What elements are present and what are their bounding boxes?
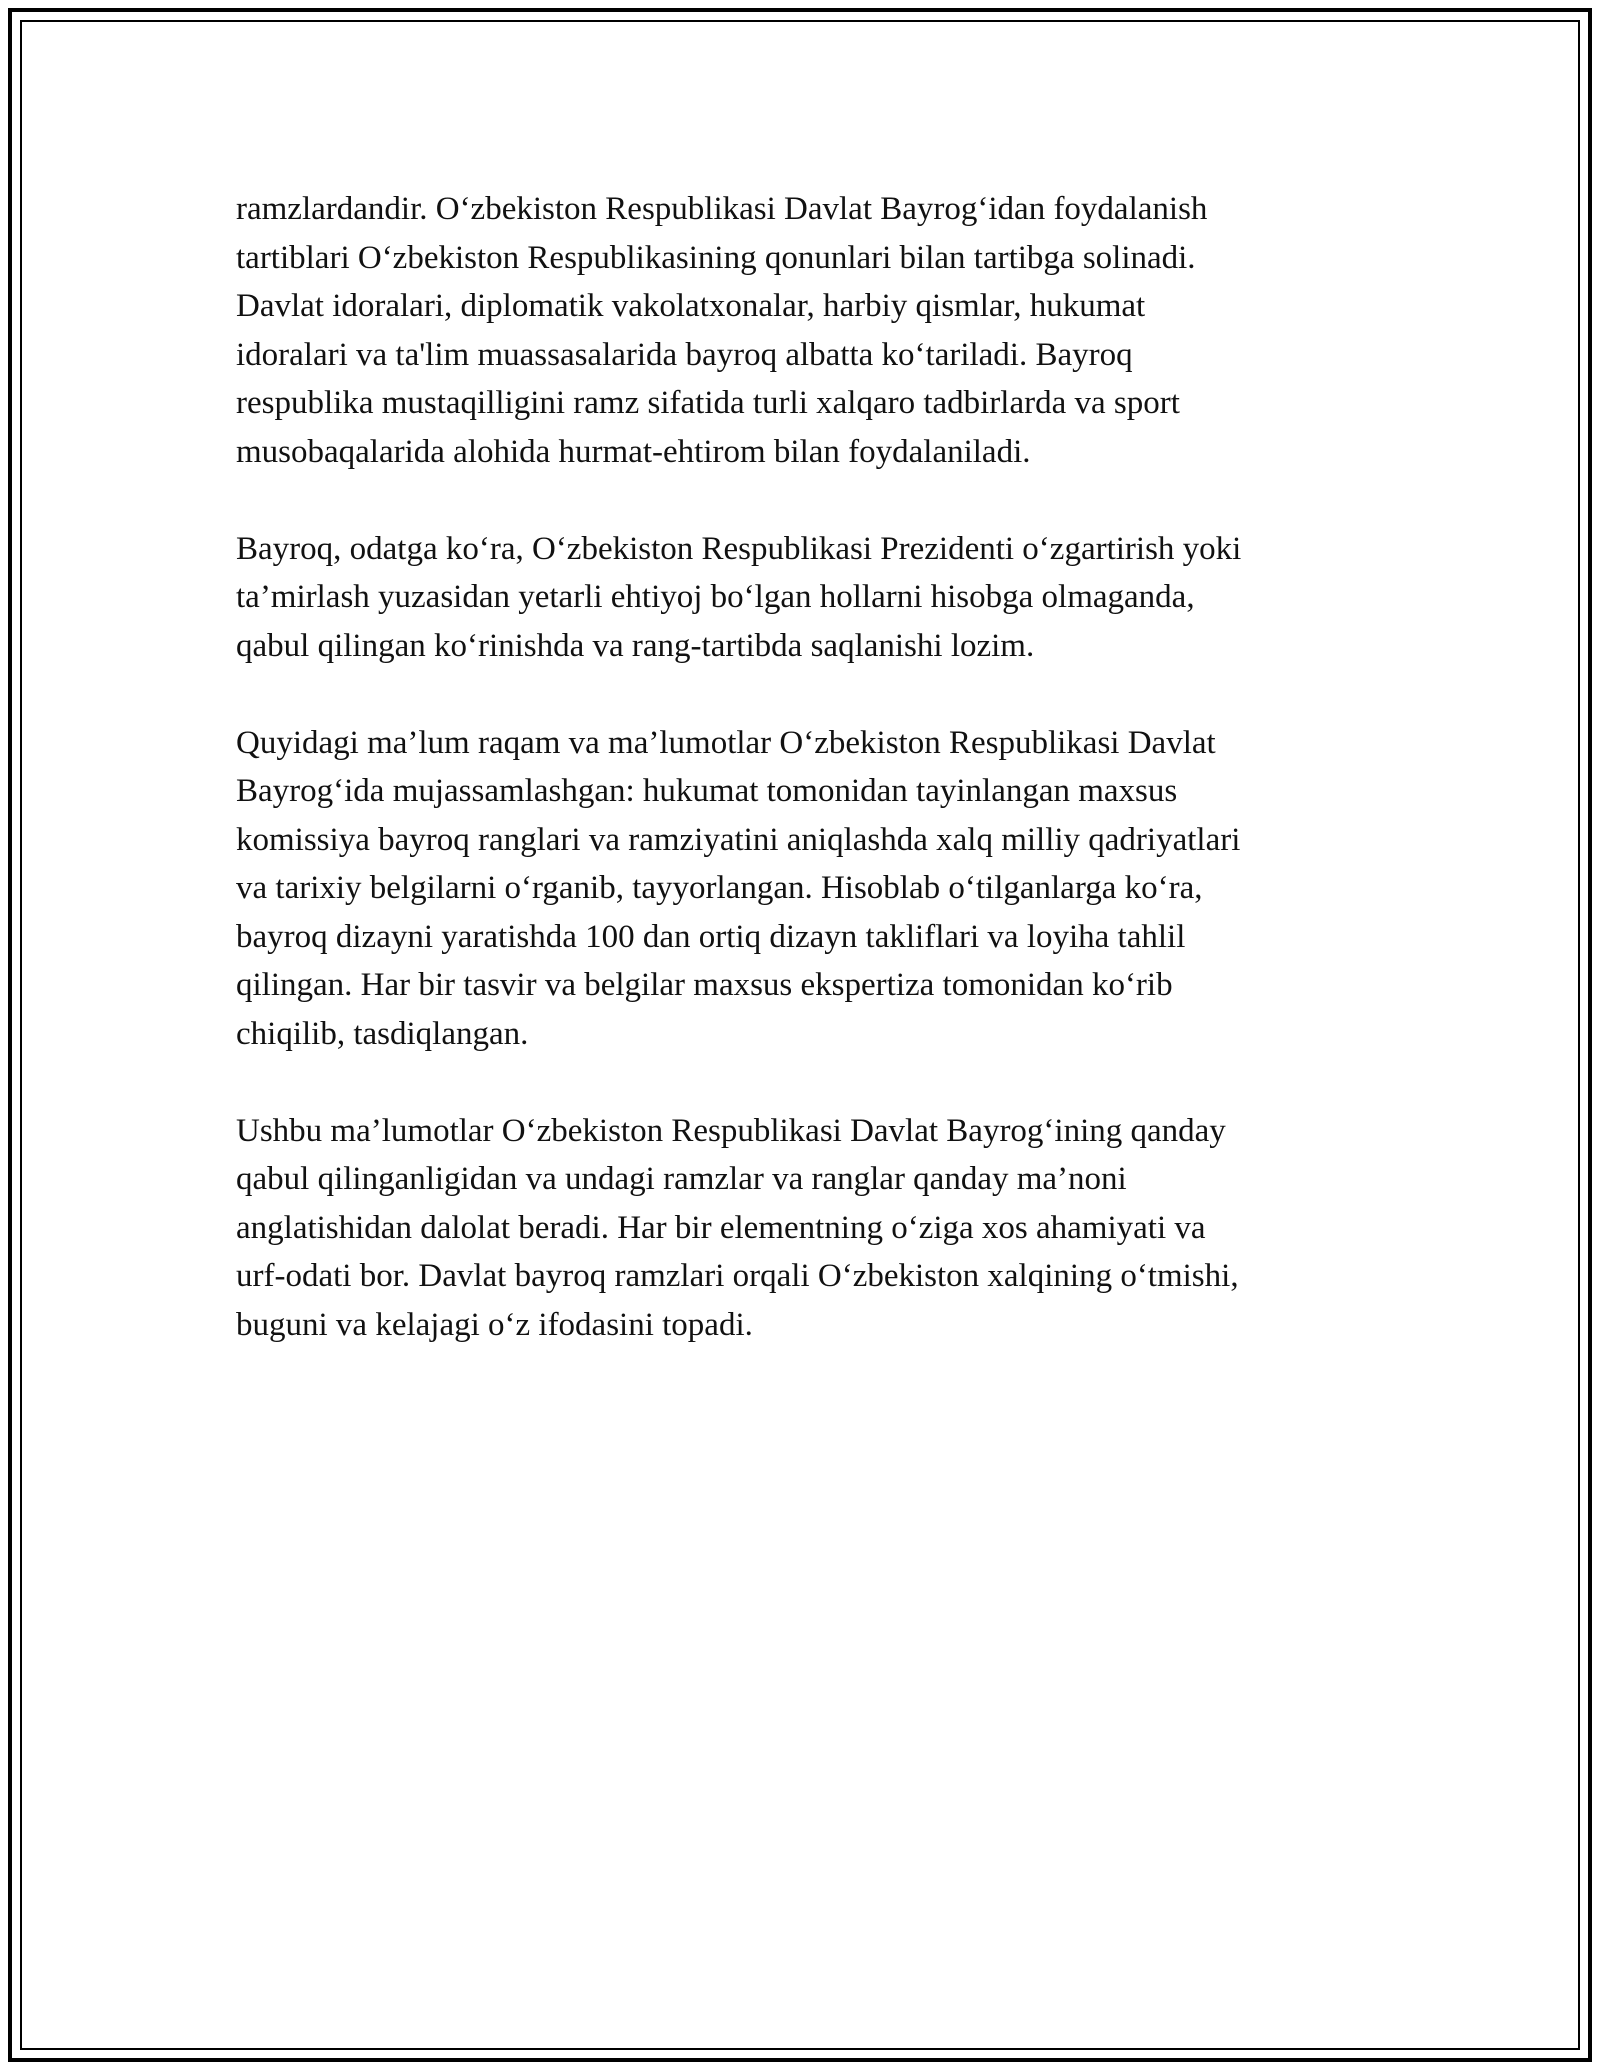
text-line: va tarixiy belgilarni o‘rganib, tayyorlangan. Hisoblab o‘tilganlarga ko‘ra, — [236, 870, 1203, 906]
paragraph-4 — [236, 1107, 1366, 1350]
text-line: buguni va kelajagi o‘z ifodasini topadi. — [236, 1306, 753, 1343]
text-line: Davlat idoralari, diplomatik vakolatxonalar, harbiy qismlar, hukumat — [236, 288, 1146, 324]
text-line: bayroq dizayni yaratishda 100 dan ortiq dizayn takliflari va loyiha tahlil — [236, 918, 1186, 955]
text-line: idoralari va ta'lim muassasalarida bayroq albatta ko‘tariladi. Bayroq — [236, 336, 1133, 373]
text-line: qilingan. Har bir tasvir va belgilar maxsus ekspertiza tomonidan ko‘rib — [236, 967, 1173, 1003]
text-line: chiqilib, tasdiqlangan. — [236, 1015, 529, 1052]
text-line: komissiya bayroq ranglari va ramziyatini aniqlashda xalq milliy qadriyatlari — [236, 821, 1241, 858]
text-line: anglatishidan dalolat beradi. Har bir elementning o‘ziga xos ahamiyati va — [236, 1209, 1206, 1246]
paragraph-1 — [236, 185, 1366, 476]
text-line: Quyidagi ma’lum raqam va ma’lumotlar O‘zbekiston Respublikasi Davlat — [236, 724, 1216, 761]
text-line: ta’mirlash yuzasidan yetarli ehtiyoj bo‘lgan hollarni hisobga olmaganda, — [236, 579, 1195, 615]
text-line: tartiblari O‘zbekiston Respublikasining qonunlari bilan tartibga solinadi. — [236, 239, 1196, 276]
text-line: respublika mustaqilligini ramz sifatida turli xalqaro tadbirlarda va sport — [236, 385, 1180, 421]
text-line: qabul qilingan ko‘rinishda va rang-tartibda saqlanishi lozim. — [236, 627, 1035, 664]
text-line: urf-odati bor. Davlat bayroq ramzlari orqali O‘zbekiston xalqining o‘tmishi, — [236, 1258, 1239, 1294]
text-line: Bayrog‘ida mujassamlashgan: hukumat tomonidan tayinlangan maxsus — [236, 773, 1178, 809]
text-line: qabul qilinganligidan va undagi ramzlar va ranglar qanday ma’noni — [236, 1161, 1127, 1197]
text-line: Bayroq, odatga ko‘ra, O‘zbekiston Respublikasi Prezidenti o‘zgartirish yoki — [236, 530, 1242, 567]
text-line: musobaqalarida alohida hurmat-ehtirom bilan foydalaniladi. — [236, 433, 1031, 470]
text-line: ramzlardandir. O‘zbekiston Respublikasi Davlat Bayrog‘idan foydalanish — [236, 191, 1208, 227]
paragraph-2 — [236, 525, 1366, 671]
document-body — [236, 185, 1366, 1398]
text-line: Ushbu ma’lumotlar O‘zbekiston Respublikasi Davlat Bayrog‘ining qanday — [236, 1112, 1226, 1149]
paragraph-3 — [236, 719, 1366, 1059]
